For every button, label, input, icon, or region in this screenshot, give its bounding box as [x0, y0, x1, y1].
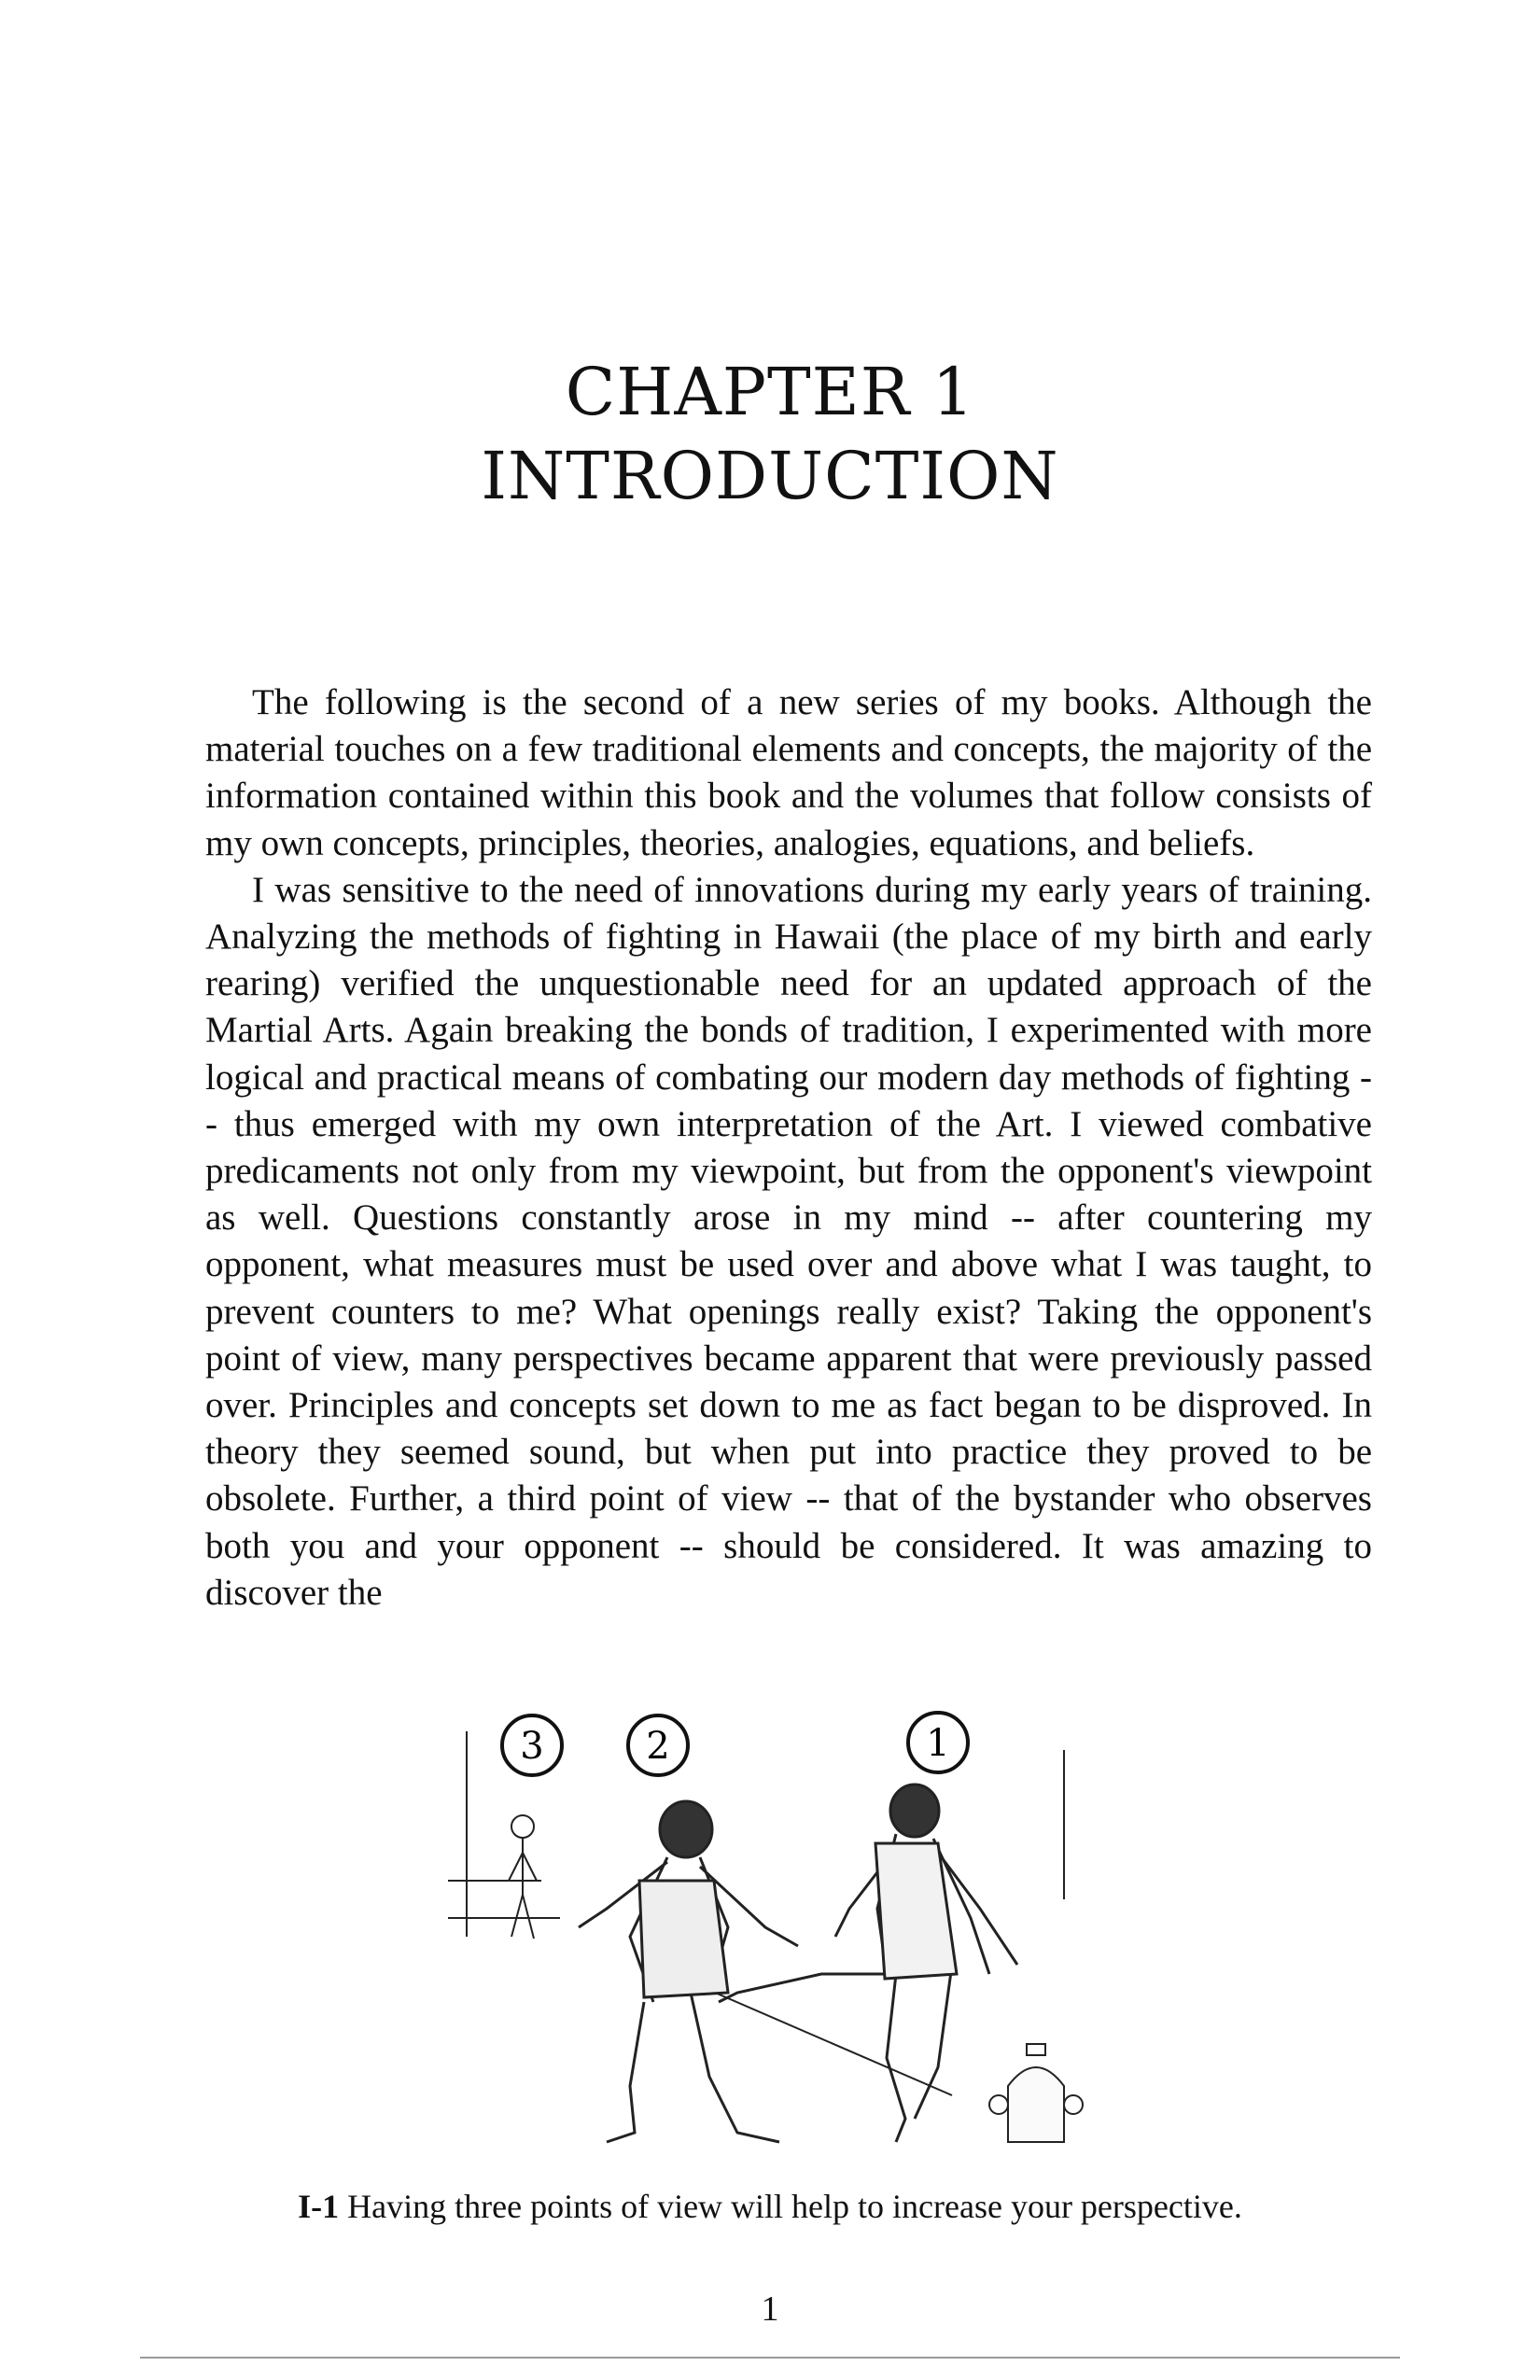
- caption-text: Having three points of view will help to increase your perspective.: [339, 2188, 1242, 2225]
- viewpoint-marker-1: [908, 1713, 968, 1772]
- viewpoint-marker-3: [502, 1715, 562, 1775]
- chapter-number: CHAPTER 1: [565, 354, 975, 430]
- chapter-title: INTRODUCTION: [481, 438, 1059, 514]
- fighters-illustration: [429, 1694, 1176, 2161]
- paragraph-1: The following is the second of a new series of my books. Although the material touches on a few traditional elements and concepts, the majority of the information contained within this book and the volumes that follow consists of my own concepts, principles, theories, analogies, equations, and beliefs.: [205, 682, 1372, 863]
- page-number: 1: [761, 2289, 779, 2329]
- chapter-heading: [0, 350, 1540, 518]
- figure-label: I-1: [298, 2188, 340, 2225]
- bottom-divider: [140, 2357, 1400, 2359]
- body-text: [205, 679, 1372, 1617]
- viewpoint-label-2: 2: [646, 1725, 670, 1768]
- viewpoint-marker-2: [628, 1715, 688, 1775]
- figure-illustration: [429, 1694, 1176, 2161]
- fighter-2-figure: [579, 1801, 798, 2142]
- viewpoint-label-1: 1: [926, 1722, 950, 1765]
- bystander-figure: [509, 1815, 537, 1939]
- figure-caption: [0, 2186, 1540, 2227]
- viewpoint-label-3: 3: [520, 1725, 544, 1768]
- paragraph-2: I was sensitive to the need of innovations during my early years of training. Analyzing the methods of fighting in Hawaii (the place of my birth and early rearing) verified the unquestionable need for an updated approach of the Martial Arts. Again breaking the bonds of tradition, I experimented with more logical and practical means of combating our modern day methods of fighting -- thus emerged with my own interpretation of the Art. I viewed combative predicaments not only from my viewpoint, but from the opponent's viewpoint as well. Questions constantly arose in my mind -- after countering my opponent, what measures must be used over and above what I was taught, to prevent counters to me? What openings really exist? Taking the opponent's point of view, many perspectives became apparent that were previously passed over. Principles and concepts set down to me as fact began to be disproved. In theory they seemed sound, but when put into practice they proved to be obsolete. Further, a third point of view -- that of the bystander who observes both you and your opponent -- should be considered. It was amazing to discover the: [205, 869, 1372, 1613]
- fighter-1-figure: [719, 1785, 1017, 2142]
- fire-hydrant: [989, 2044, 1083, 2142]
